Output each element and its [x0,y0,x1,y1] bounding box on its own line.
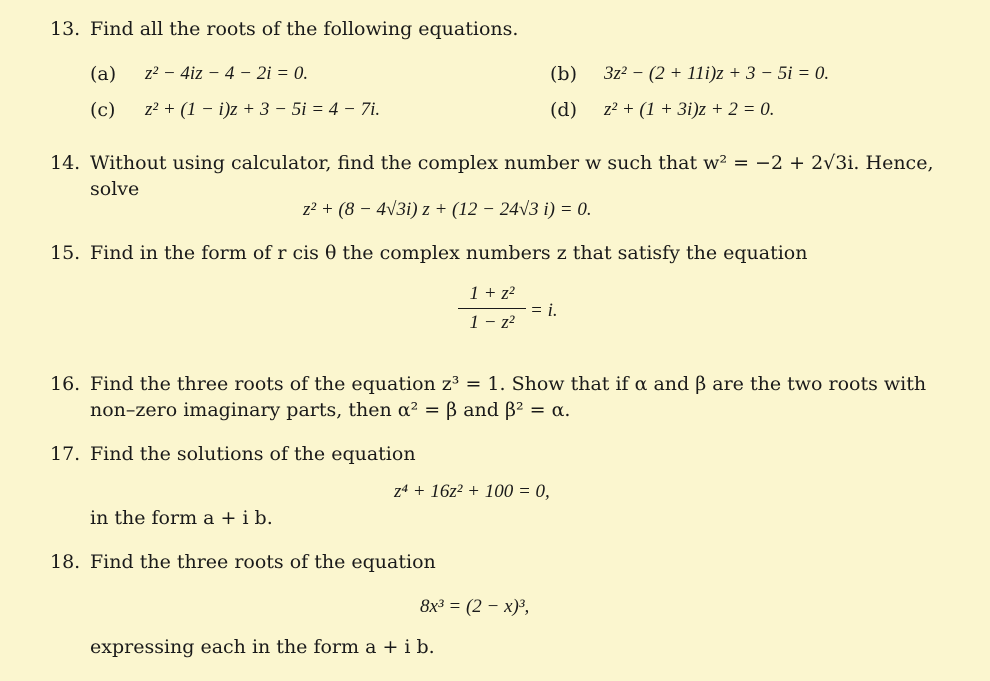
problem-14-text: Without using calculator, find the complex number w such that w² = −2 + 2√3i. Hence, [90,152,934,174]
problem-18-text-2: expressing each in the form a + i b. [90,636,435,658]
problem-13-text: Find all the roots of the following equations. [90,18,519,40]
problem-15-rhs: = i. [530,300,558,321]
problem-13-part-a-equation: z² − 4iz − 4 − 2i = 0. [145,63,309,84]
problem-17-text-2: in the form a + i b. [90,507,273,529]
problem-13-part-c-equation: z² + (1 − i)z + 3 − 5i = 4 − 7i. [145,99,381,120]
problem-14-number: 14. [50,152,81,174]
problem-16-number: 16. [50,373,81,395]
problem-13-part-c-label: (c) [90,99,116,121]
problem-17-equation: z⁴ + 16z² + 100 = 0, [394,481,550,502]
problem-17-number: 17. [50,443,81,465]
problem-13-part-b-label: (b) [550,63,577,85]
problem-13-part-a-label: (a) [90,63,117,85]
problem-14-equation: z² + (8 − 4√3i) z + (12 − 24√3 i) = 0. [303,199,592,220]
problem-14-text-2: solve [90,178,140,200]
problem-18-text: Find the three roots of the equation [90,551,436,573]
problem-16-text: Find the three roots of the equation z³ = 1. Show that if α and β are the two roots with [90,373,927,395]
problem-15-fraction [458,283,526,334]
problem-15-text: Find in the form of r cis θ the complex numbers z that satisfy the equation [90,242,808,264]
problem-13-part-d-label: (d) [550,99,577,121]
fraction-bar [458,308,526,309]
problem-13-number: 13. [50,18,81,40]
problem-17-text: Find the solutions of the equation [90,443,416,465]
problem-16-text-2: non–zero imaginary parts, then α² = β and β² = α. [90,399,571,421]
problem-15-numerator: 1 + z² [469,283,515,304]
problem-15-number: 15. [50,242,81,264]
problem-18-equation: 8x³ = (2 − x)³, [420,596,530,617]
problem-15-denominator: 1 − z² [469,312,515,333]
problem-13-part-d-equation: z² + (1 + 3i)z + 2 = 0. [604,99,775,120]
problem-18-number: 18. [50,551,81,573]
problem-13-part-b-equation: 3z² − (2 + 11i)z + 3 − 5i = 0. [604,63,830,84]
